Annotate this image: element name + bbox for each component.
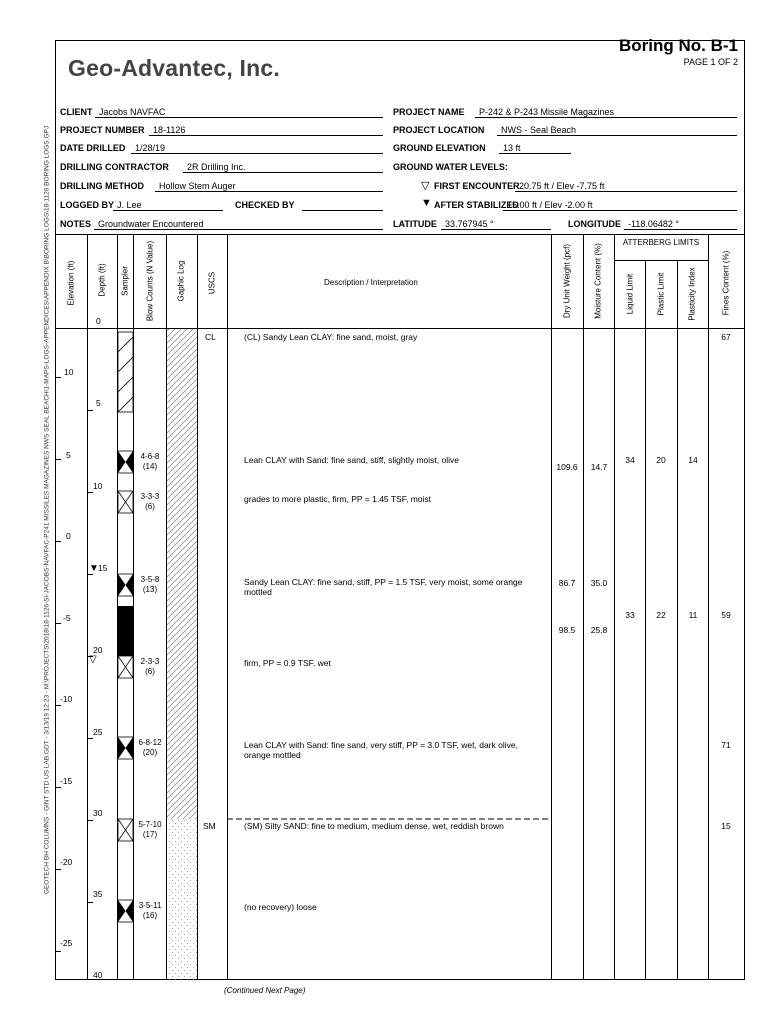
drilling-method-label: DRILLING METHOD [60, 181, 144, 191]
dry-unit-weight-value: 86.7 [558, 578, 576, 588]
longitude-label: LONGITUDE [568, 219, 621, 229]
plastic-limit-header: Plastic Limit [656, 272, 666, 316]
description-text: Sandy Lean CLAY: fine sand, stiff, PP = 1.5 TSF, very moist, some orange mottled [244, 577, 523, 597]
sample-symbol-filled [118, 900, 133, 922]
sample-symbol-open [118, 819, 133, 841]
dry-unit-weight-value: 109.6 [556, 462, 578, 472]
blow-count: 3-3-3 (6) [140, 492, 160, 511]
plasticity-index-value: 11 [688, 610, 698, 620]
blow-count: 4-6-8 (14) [140, 452, 160, 471]
latitude-label: LATITUDE [393, 219, 437, 229]
fines-value: 59 [721, 610, 731, 620]
description-text: (CL) Sandy Lean CLAY: fine sand, moist, gray [244, 332, 418, 342]
elevation-header: Elevation (ft) [66, 260, 76, 306]
notes-label: NOTES [60, 219, 92, 229]
sample-symbol-filled [118, 737, 133, 759]
moisture-content-header: Moisture Content (%) [593, 243, 603, 319]
moisture-value: 25.8 [590, 625, 608, 635]
project-name-value: P-242 & P-243 Missile Magazines [475, 106, 737, 118]
date-drilled-label: DATE DRILLED [60, 143, 126, 153]
notes-value: Groundwater Encountered [94, 218, 383, 230]
longitude-value: -118.06482 ° [624, 218, 737, 230]
blow-count: 5-7-10 (17) [138, 820, 162, 839]
uscs-code: CL [205, 332, 216, 342]
elevation-label: 10 [64, 367, 74, 377]
depth-label: 30 [93, 808, 103, 818]
plasticity-index-value: 14 [688, 455, 698, 465]
continued-note: (Continued Next Page) [224, 986, 306, 995]
graphic-log-clay [167, 329, 197, 819]
liquid-limit-header: Liquid Limit [625, 273, 635, 315]
fines-value: 15 [721, 821, 731, 831]
bulk-sample-symbol [118, 332, 133, 412]
latitude-value: 33.767945 ° [441, 218, 551, 230]
depth-label: 25 [93, 727, 103, 737]
blow-count: 6-8-12 (20) [138, 738, 162, 757]
boring-number: Boring No. B-1 [619, 36, 738, 55]
ground-elevation-value: 13 ft [499, 142, 571, 154]
project-name-label: PROJECT NAME [393, 107, 465, 117]
ground-water-label: GROUND WATER LEVELS: [393, 162, 508, 172]
file-path-text: GEOTECH BH COLUMNS - GINT STD US LAB.GDT - 3/13/19 12:23 - M:\PROJECTS\2018\18-1126-SI-JACOBS-NAVFAC-P241 MISSILES MAGAZINES NWS SEAL BEACH\1-MAPS-LOGS-APPENDICES\APPENDIX B\BORING LOGS\18-1126 BORING LOGS.GPJ [43, 125, 51, 895]
elevation-label: -10 [60, 694, 73, 704]
blow-count: 3-5-11 (16) [138, 901, 162, 920]
after-stabilized-value: 15.00 ft / Elev -2.00 ft [503, 199, 737, 211]
fines-value: 71 [721, 740, 731, 750]
client-value: Jacobs NAVFAC [95, 106, 383, 118]
description-text: firm, PP = 0.9 TSF, wet [244, 658, 331, 668]
tube-sample-symbol [118, 606, 133, 656]
description-text: (no recovery) loose [244, 902, 317, 912]
liquid-limit-value: 33 [625, 610, 635, 620]
company-name: Geo-Advantec, Inc. [68, 55, 280, 81]
uscs-code: SM [203, 821, 216, 831]
description-text: grades to more plastic, firm, PP = 1.45 TSF, moist [244, 494, 431, 504]
dry-unit-weight-value: 98.5 [558, 625, 576, 635]
project-location-value: NWS - Seal Beach [497, 124, 737, 136]
elevation-label: 0 [66, 531, 71, 541]
first-encounter-value: 20.75 ft / Elev -7.75 ft [515, 180, 737, 192]
elevation-label: 5 [66, 450, 71, 460]
after-stabilized-icon: ▼ [421, 197, 432, 209]
depth-label: 0 [96, 316, 101, 326]
project-number-value: 18-1126 [149, 124, 383, 136]
fines-content-header: Fines Content (%) [721, 250, 731, 316]
depth-label: 35 [93, 889, 103, 899]
moisture-value: 35.0 [590, 578, 608, 588]
liquid-limit-value: 34 [625, 455, 635, 465]
drilling-method-value: Hollow Stem Auger [155, 180, 383, 192]
elevation-label: -25 [60, 938, 73, 948]
project-location-label: PROJECT LOCATION [393, 125, 485, 135]
blow-count: 3-5-8 (13) [140, 575, 160, 594]
first-water-icon: ▽ [89, 654, 97, 665]
uscs-header: USCS [207, 271, 217, 295]
checked-by-label: CHECKED BY [235, 200, 295, 210]
blow-counts-header: Blow Counts (N Value) [145, 240, 155, 322]
plasticity-index-header: Plasticity Index [687, 267, 697, 321]
fines-value: 67 [721, 332, 731, 342]
depth-label: 15 [98, 563, 108, 573]
graphic-log-sand [167, 819, 197, 980]
description-text: (SM) Silty SAND: fine to medium, medium dense, wet, reddish brown [244, 821, 504, 831]
dry-unit-weight-header: Dry Unit Weight (pcf) [562, 243, 572, 319]
sample-symbol-filled [118, 574, 133, 596]
elevation-label: -5 [63, 613, 71, 623]
description-text: Lean CLAY with Sand: fine sand, stiff, slightly moist, olive [244, 455, 459, 465]
plastic-limit-value: 20 [656, 455, 666, 465]
page-number: PAGE 1 OF 2 [683, 57, 738, 67]
sampler-header: Sampler [120, 266, 130, 296]
depth-label: 5 [96, 398, 101, 408]
blow-count: 2-3-3 (6) [140, 657, 160, 676]
sample-symbol-filled [118, 451, 133, 473]
logged-by-value: J. Lee [113, 199, 223, 211]
first-encounter-label: FIRST ENCOUNTER [434, 181, 520, 191]
date-drilled-value: 1/28/19 [131, 142, 383, 154]
description-header: Description / Interpretation [324, 278, 418, 287]
stabilized-water-icon: ▼ [89, 563, 99, 574]
depth-label: 40 [93, 970, 103, 980]
ground-elevation-label: GROUND ELEVATION [393, 143, 486, 153]
first-encounter-icon: ▽ [421, 180, 430, 192]
project-number-label: PROJECT NUMBER [60, 125, 145, 135]
elevation-label: -15 [60, 776, 73, 786]
depth-header: Depth (ft) [97, 263, 107, 297]
moisture-value: 14.7 [590, 462, 608, 472]
depth-label: 20 [93, 645, 103, 655]
client-label: CLIENT [60, 107, 93, 117]
graphic-log-header: Gaphic Log [176, 260, 186, 302]
elevation-label: -20 [60, 857, 73, 867]
after-stabilized-label: AFTER STABILIZED [434, 200, 519, 210]
logged-by-label: LOGGED BY [60, 200, 115, 210]
atterberg-header: ATTERBERG LIMITS [622, 238, 700, 247]
depth-label: 10 [93, 481, 103, 491]
sample-symbol-open [118, 491, 133, 513]
sample-symbol-open [118, 656, 133, 678]
drilling-contractor-label: DRILLING CONTRACTOR [60, 162, 169, 172]
description-text: Lean CLAY with Sand: fine sand, very stiff, PP = 3.0 TSF, wet, dark olive, orange mottled [244, 740, 518, 760]
drilling-contractor-value: 2R Drilling Inc. [183, 161, 383, 173]
plastic-limit-value: 22 [656, 610, 666, 620]
